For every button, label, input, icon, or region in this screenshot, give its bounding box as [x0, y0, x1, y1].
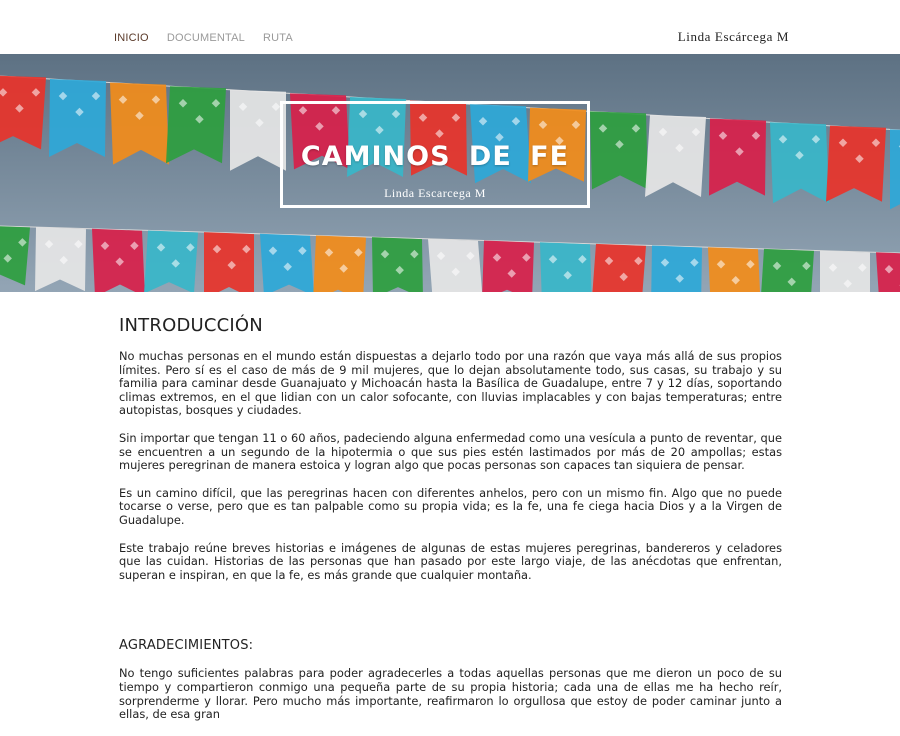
site-brand[interactable]: Linda Escárcega M	[677, 29, 789, 44]
hero-banner	[0, 54, 900, 292]
nav-links	[114, 31, 293, 45]
intro-paragraph-1: No muchas personas en el mundo están dispuestas a dejarlo todo por una razón que vaya más allá de sus propios límites. Pero sí es el caso de más de 9 mil mujeres, que lo dejan absolutamente todo, sus casas, su trabajo y su familia para caminar desde Guanajuato y Michoacán hasta la Basílica de Guadalupe, entre 7 y 12 días, soportando climas extremos, en el que lidian con un calor sofocante, con lluvias implacables y con bajas temperaturas; entre autopistas, bosques y ciudades.	[119, 349, 782, 418]
hero-title-box	[280, 101, 590, 208]
intro-heading: INTRODUCCIÓN	[119, 315, 263, 336]
nav-link-documental[interactable]: DOCUMENTAL	[166, 32, 246, 44]
intro-paragraph-4: Este trabajo reúne breves historias e imágenes de algunas de estas mujeres peregrinas, bandereros y celadores que las cuidan. Historias de las personas que han pasado por este largo viaje, de las anécdotas que enfrentan, superan e inspiran, en que la fe, es más grande que cualquier montaña.	[119, 540, 782, 582]
intro-paragraph-2: Sin importar que tengan 11 o 60 años, padeciendo alguna enfermedad como una vesícula a punto de reventar, que se encuentren a un segundo de la hipotermia o que sus pies estén lastimados por más de 20 ampollas; estas mujeres peregrinan de manera estoica y logran algo que pocas personas son capaces tan siquiera de pensar.	[119, 430, 782, 473]
top-navigation	[0, 0, 900, 54]
thanks-heading: AGRADECIMIENTOS:	[119, 638, 254, 654]
nav-link-inicio[interactable]: INICIO	[114, 32, 149, 44]
hero-subtitle: Linda Escarcega M	[384, 186, 486, 200]
thanks-paragraph: No tengo suficientes palabras para poder agradecerles a todas aquellas personas que me dieron un poco de su tiempo y compartieron conmigo una pequeña parte de su propia historia; cada una de ellas me ha hecho reír, sorprenderme y llorar. Pero mucho más importante, reafirmaron lo orgullosa que estoy de poder caminar junto a ellas, de esa gran	[119, 666, 782, 722]
nav-link-ruta[interactable]: RUTA	[263, 32, 293, 44]
intro-paragraph-3: Es un camino difícil, que las peregrinas hacen con diferentes anhelos, pero con un mismo fin. Algo que no puede tocarse o verse, pero que es tan palpable como su propia vida; es la fe, una fe ciega hacia Dios y a la Virgen de Guadalupe.	[119, 485, 782, 527]
main-content	[119, 314, 782, 736]
hero-title: CAMINOS DE FE	[300, 141, 570, 172]
